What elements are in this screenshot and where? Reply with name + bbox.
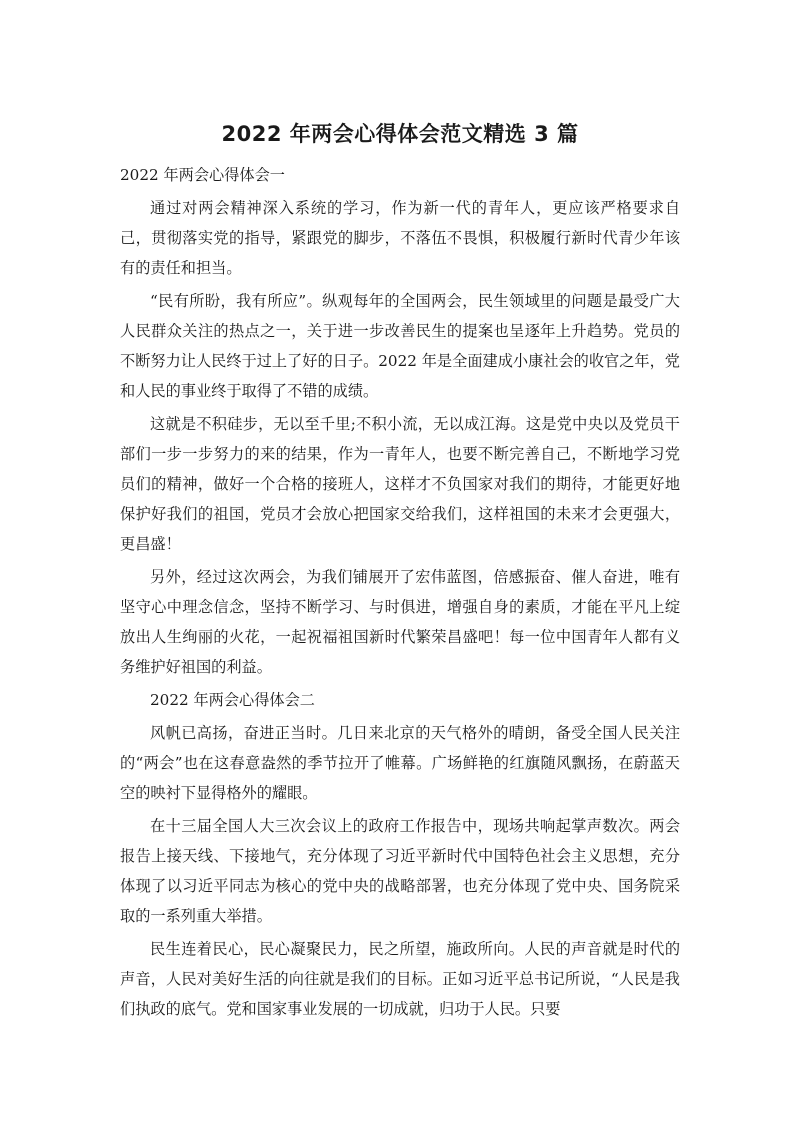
section-2-paragraph-3: 民生连着民心，民心凝聚民力，民之所望，施政所向。人民的声音就是时代的声音，人民对美好生活的向往就是我们的目标。正如习近平总书记所说，“人民是我们执政的底气。党和国家事业发展的一切成就，归功于人民。只要 (120, 940, 680, 1018)
section-heading-1: 2022 年两会心得体会一 (120, 166, 285, 184)
section-1-paragraph-2: “民有所盼，我有所应”。纵观每年的全国两会，民生领域里的问题是最受广大人民群众关注的热点之一，关于进一步改善民生的提案也呈逐年上升趋势。党员的不断努力让人民终于过上了好的日子。2022 年是全面建成小康社会的收官之年，党和人民的事业终于取得了不错的成绩。 (120, 292, 680, 400)
section-1-paragraph-4: 另外，经过这次两会，为我们铺展开了宏伟蓝图，倍感振奋、催人奋进，唯有坚守心中理念信念，坚持不断学习、与时俱进，增强自身的素质，才能在平凡上绽放出人生绚丽的火花，一起祝福祖国新时代繁荣昌盛吧！每一位中国青年人都有义务维护好祖国的利益。 (120, 568, 680, 676)
document-title: 2022 年两会心得体会范文精选 3 篇 (221, 122, 579, 146)
section-heading-2: 2022 年两会心得体会二 (150, 691, 315, 709)
document-body (120, 160, 680, 1027)
section-1-paragraph-3: 这就是不积硅步，无以至千里;不积小流，无以成江海。这是党中央以及党员干部们一步一步努力的来的结果，作为一青年人，也要不断完善自己，不断地学习党员们的精神，做好一个合格的接班人，这样才不负国家对我们的期待，才能更好地保护好我们的祖国，党员才会放心把国家交给我们，这样祖国的未来才会更强大，更昌盛！ (120, 415, 680, 553)
section-2-paragraph-1: 风帆已高扬，奋进正当时。几日来北京的天气格外的晴朗，备受全国人民关注的“两会”也在这春意盎然的季节拉开了帷幕。广场鲜艳的红旗随风飘扬，在蔚蓝天空的映衬下显得格外的耀眼。 (120, 724, 680, 802)
section-1-paragraph-1: 通过对两会精神深入系统的学习，作为新一代的青年人，更应该严格要求自己，贯彻落实党的指导，紧跟党的脚步，不落伍不畏惧，积极履行新时代青少年该有的责任和担当。 (120, 199, 680, 277)
section-2-paragraph-2: 在十三届全国人大三次会议上的政府工作报告中，现场共响起掌声数次。两会报告上接天线、下接地气，充分体现了习近平新时代中国特色社会主义思想，充分体现了以习近平同志为核心的党中央的战略部署，也充分体现了党中央、国务院采取的一系列重大举措。 (120, 817, 680, 925)
